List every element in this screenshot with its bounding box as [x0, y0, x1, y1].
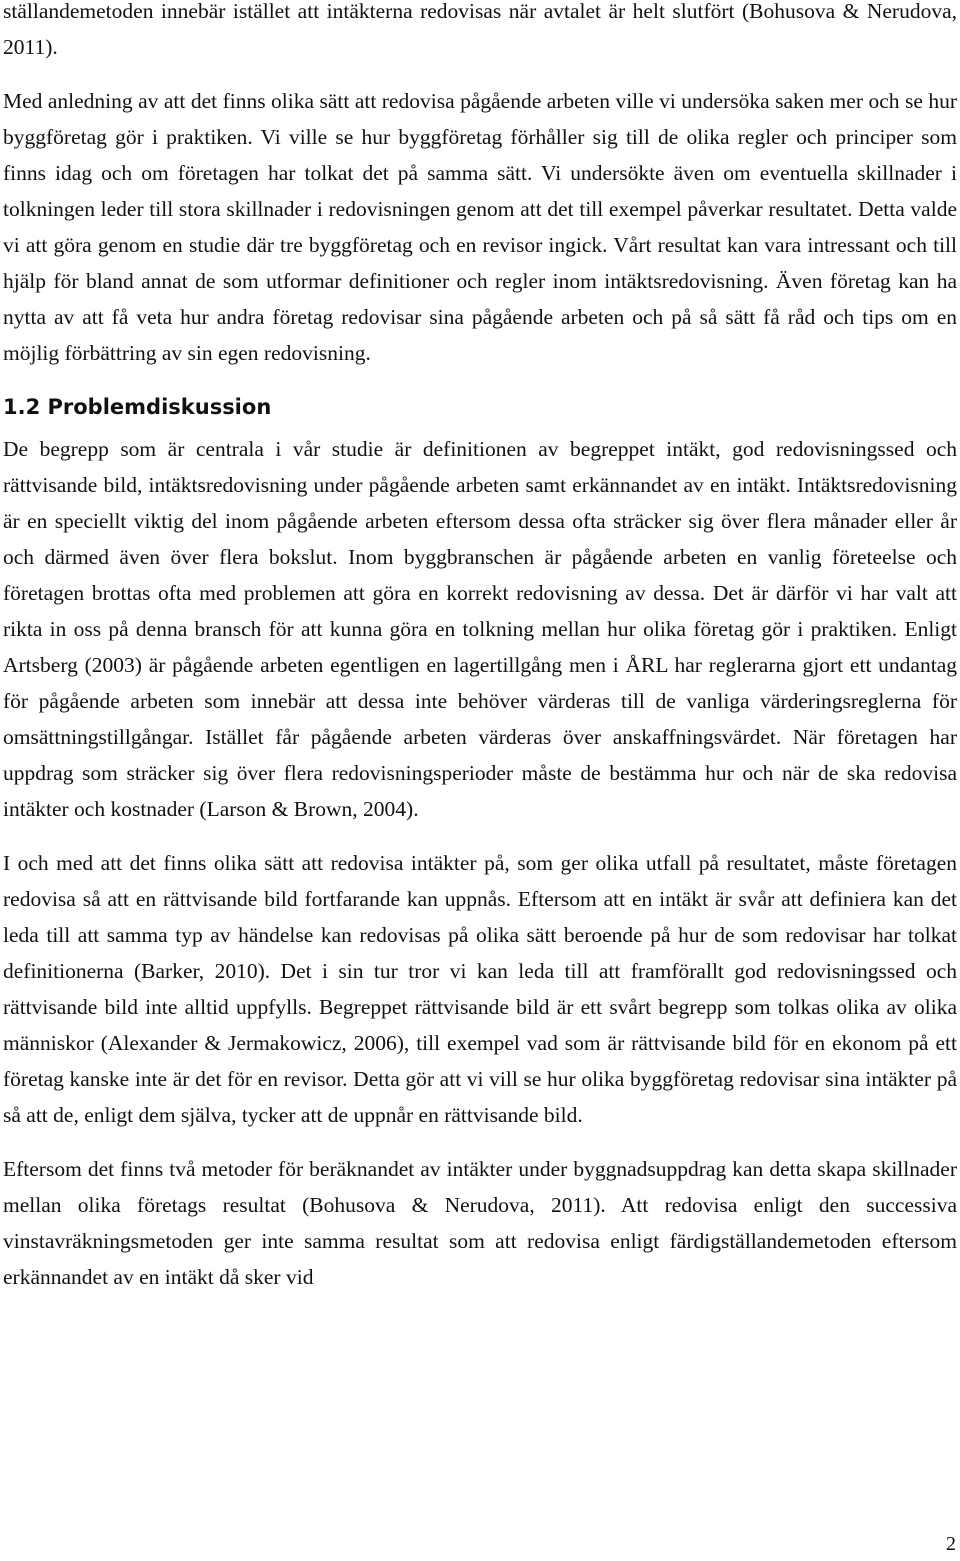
paragraph-continuation: ställandemetoden innebär istället att intäkterna redovisas när avtalet är helt slutfört (Bohusova & Nerudova, 2011).	[3, 0, 957, 59]
page-number: 2	[946, 1533, 956, 1555]
paragraph-true-fair-view: I och med att det finns olika sätt att redovisa intäkter på, som ger olika utfall på resultatet, måste företagen redovisa så att en rättvisande bild fortfarande kan uppnås. Eftersom att en intäkt är svår att definiera kan det leda till att samma typ av händelse kan redovisas på olika sätt beroende på hur de som redovisar har tolkat definitionerna (Barker, 2010). Det i sin tur tror vi kan leda till att framförallt god redovisningssed och rättvisande bild inte alltid uppfylls. Begreppet rättvisande bild är ett svårt begrepp som tolkas olika av olika människor (Alexander & Jermakowicz, 2006), till exempel vad som är rättvisande bild för en ekonom på ett företag kanske inte är det för en revisor. Detta gör att vi vill se hur olika byggföretag redovisar sina intäkter på så att de, enligt dem själva, tycker att de uppnår en rättvisande bild.	[3, 851, 957, 1127]
paragraph-concepts: De begrepp som är centrala i vår studie är definitionen av begreppet intäkt, god redovisningssed och rättvisande bild, intäktsredovisning under pågående arbeten samt erkännandet av en intäkt. Intäktsredovisning är en speciellt viktig del inom pågående arbeten eftersom dessa ofta sträcker sig över flera månader eller år och därmed även över flera bokslut. Inom byggbranschen är pågående arbeten en vanlig företeelse och företagen brottas ofta med problemen att göra en korrekt redovisning av dessa. Det är därför vi har valt att rikta in oss på denna bransch för att kunna göra en tolkning mellan hur olika företag gör i praktiken. Enligt Artsberg (2003) är pågående arbeten egentligen en lagertillgång men i ÅRL har reglerarna gjort ett undantag för pågående arbeten som innebär att dessa inte behöver värderas till de vanliga värderingsreglerna för omsättningstillgångar. Istället får pågående arbeten värderas över anskaffningsvärdet. När företagen har uppdrag som sträcker sig över flera redovisningsperioder måste de bestämma hur och när de ska redovisa intäkter och kostnader (Larson & Brown, 2004).	[3, 437, 957, 821]
section-heading: 1.2 Problemdiskussion	[3, 395, 272, 419]
paragraph-motivation: Med anledning av att det finns olika sätt att redovisa pågående arbeten ville vi undersöka saken mer och se hur byggföretag gör i praktiken. Vi ville se hur byggföretag förhåller sig till de olika regler och principer som finns idag och om företagen har tolkat det på samma sätt. Vi undersökte även om eventuella skillnader i tolkningen leder till stora skillnader i redovisningen genom att det till exempel påverkar resultatet. Detta valde vi att göra genom en studie där tre byggföretag och en revisor ingick. Vårt resultat kan vara intressant och till hjälp för bland annat de som utformar definitioner och regler inom intäktsredovisning. Även företag kan ha nytta av att få veta hur andra företag redovisar sina pågående arbeten och på så sätt få råd och tips om en möjlig förbättring av sin egen redovisning.	[3, 89, 957, 365]
document-page	[3, 0, 957, 1295]
paragraph-methods: Eftersom det finns två metoder för beräknandet av intäkter under byggnadsuppdrag kan detta skapa skillnader mellan olika företags resultat (Bohusova & Nerudova, 2011). Att redovisa enligt den successiva vinstavräkningsmetoden ger inte samma resultat som att redovisa enligt färdigställandemetoden eftersom erkännandet av en intäkt då sker vid	[3, 1157, 957, 1289]
